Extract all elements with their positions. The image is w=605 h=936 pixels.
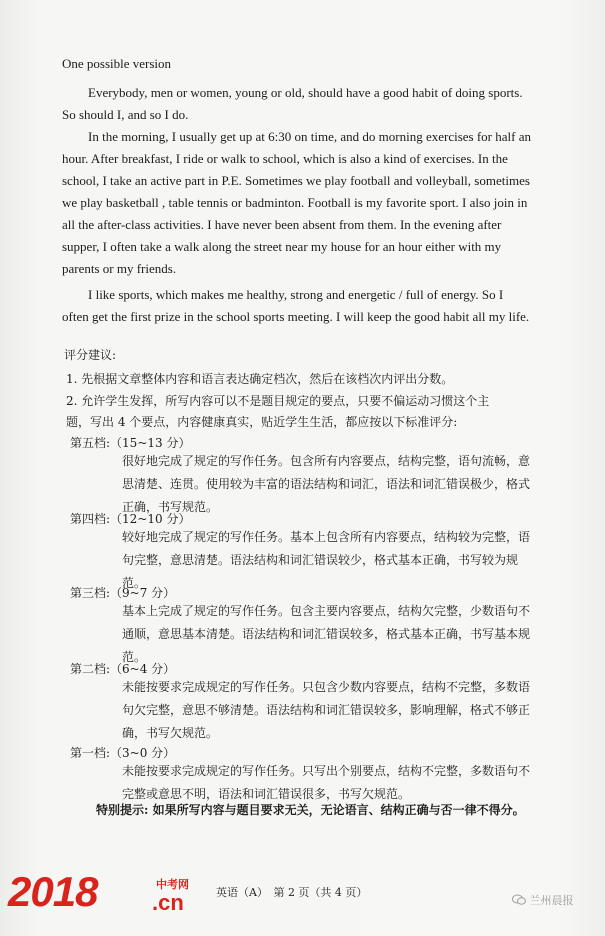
page-number: 英语（A） 第 2 页（共 4 页） — [216, 886, 368, 899]
watermark-text: 兰州晨报 — [529, 894, 574, 907]
scoring-rule-1: 1. 先根据文章整体内容和语言表达确定档次，然后在该档次内评出分数。 — [66, 372, 454, 386]
special-note: 特别提示: 如果所写内容与题目要求无关，无论语言、结构正确与否一律不得分。 — [96, 803, 525, 817]
tier-3-label: 第三档:（9~7 分） — [70, 586, 176, 600]
tier-2-label: 第二档:（6~4 分） — [70, 662, 176, 676]
logo-suffix: .cn — [152, 890, 184, 915]
tier-5-label: 第五档:（15~13 分） — [70, 436, 191, 450]
page-footer — [0, 862, 605, 922]
scoring-heading: 评分建议: — [64, 348, 117, 362]
tier-1-label: 第一档:（3~0 分） — [70, 746, 176, 760]
watermark — [512, 892, 574, 908]
tier-4-description: 较好地完成了规定的写作任务。基本上包含所有内容要点，结构较为完整，语句完整，意思清楚。语法结构和词汇错误较少，格式基本正确，书写较为规范。 — [122, 530, 531, 590]
essay-paragraph-3: I like sports, which makes me healthy, strong and energetic / full of energy. So I often get the first prize in the school sports meeting. I will keep the good habit all my life. — [62, 287, 530, 324]
tier-4-label: 第四档:（12~10 分） — [70, 512, 191, 526]
wechat-icon — [512, 894, 526, 905]
scoring-rule-2-line-1: 2. 允许学生发挥，所写内容可以不是题目规定的要点，只要不偏运动习惯这个主 — [66, 394, 490, 408]
tier-3-description: 基本上完成了规定的写作任务。包含主要内容要点，结构欠完整，少数语句不通顺，意思基本清楚。语法结构和词汇错误较多，格式基本正确，书写基本规范。 — [122, 604, 531, 664]
logo-number: 2018 — [8, 868, 98, 915]
tier-2-description: 未能按要求完成规定的写作任务。只包含少数内容要点，结构不完整，多数语句欠完整，意思不够清楚。语法结构和词汇错误较多，影响理解，格式不够正确，书写欠规范。 — [122, 680, 531, 740]
tier-1-description: 未能按要求完成规定的写作任务。只写出个别要点，结构不完整，多数语句不完整或意思不明，语法和词汇错误很多，书写欠规范。 — [122, 764, 531, 801]
tier-5-description: 很好地完成了规定的写作任务。包含所有内容要点，结构完整，语句流畅，意思清楚、连贯。使用较为丰富的语法结构和词汇，语法和词汇错误极少，格式正确，书写规范。 — [122, 454, 531, 514]
essay-paragraph-1: Everybody, men or women, young or old, should have a good habit of doing sports. So should I, and so I do. — [62, 85, 523, 122]
essay-paragraph-2: In the morning, I usually get up at 6:30 on time, and do morning exercises for half an hour. After breakfast, I ride or walk to school, which is also a kind of exercises. In the school, I take an active part in P.E. Sometimes we play football and volleyball, sometimes we play basketball , table tennis or badminton. Football is my favorite sport. I also join in all the after-class activities. I have never been absent from them. In the evening after supper, I often take a walk along the street near my house for an hour either with my parents or my friends. — [62, 129, 531, 276]
version-title: One possible version — [62, 56, 172, 71]
logo-site-name: 中考网 — [156, 878, 189, 891]
scoring-rule-2-line-2: 题，写出 4 个要点，内容健康真实，贴近学生生活，都应按以下标准评分: — [66, 415, 458, 429]
